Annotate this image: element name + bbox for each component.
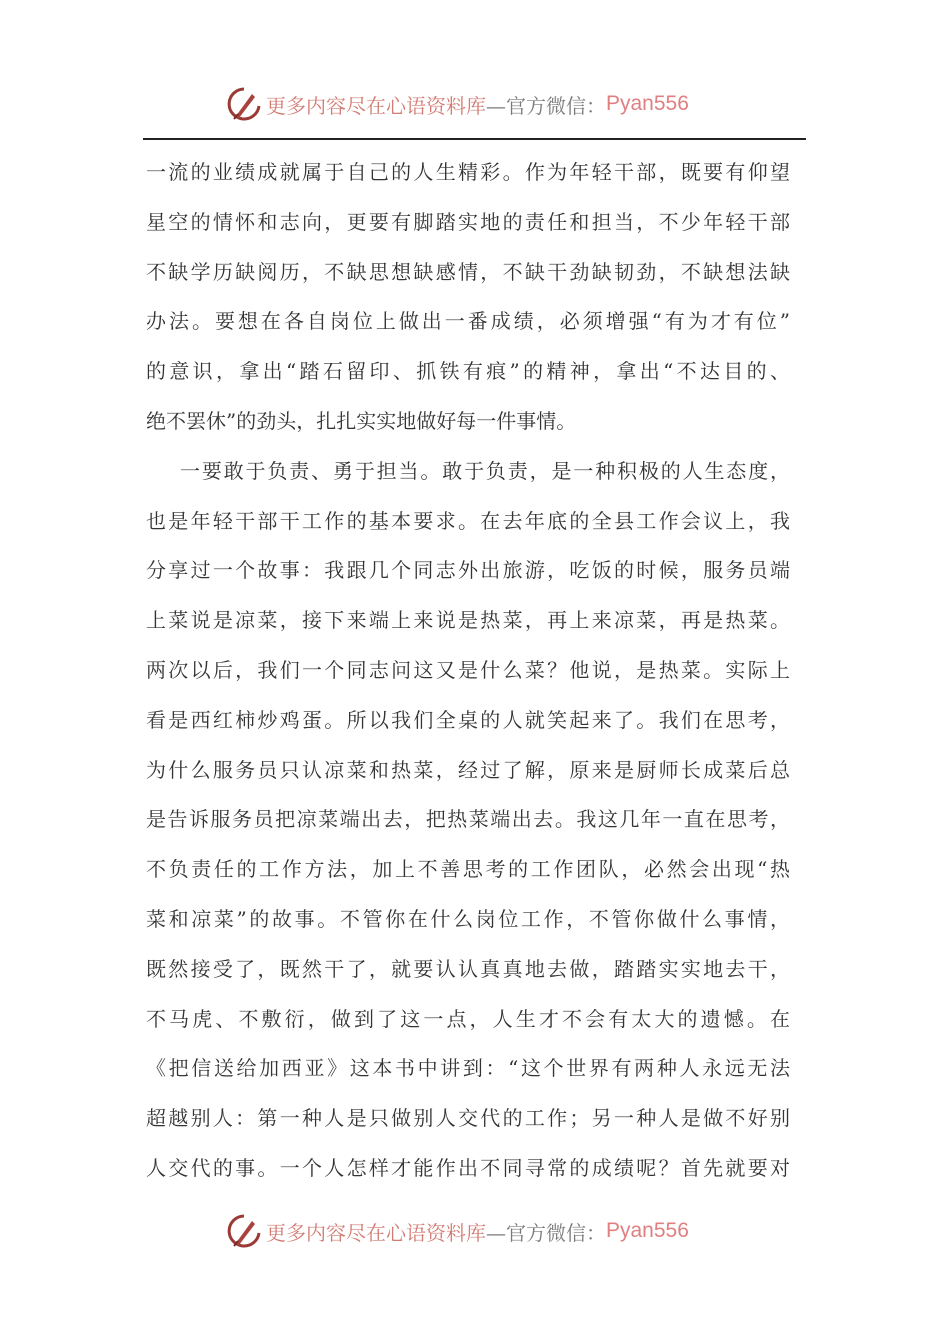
brand-text: 更多内容尽在心语资料库 — [266, 1220, 486, 1245]
brand-text: 更多内容尽在心语资料库 — [266, 93, 486, 118]
document-body — [146, 153, 790, 1199]
text-line: 分享过一个故事：我跟几个同志外出旅游，吃饭的时候，服务员端 — [146, 558, 790, 583]
text-line: 《把信送给加西亚》这本书中讲到：“这个世界有两种人永远无法 — [146, 1056, 790, 1081]
text-line: 的意识，拿出“踏石留印、抓铁有痕”的精神，拿出“不达目的、 — [146, 359, 790, 384]
brand-separator: —官方微信： — [486, 93, 606, 118]
text-line: 两次以后，我们一个同志问这又是什么菜？他说，是热菜。实际上 — [146, 657, 790, 682]
text-line: 上菜说是凉菜，接下来端上来说是热菜，再上来凉菜，再是热菜。 — [146, 608, 790, 633]
text-line: 超越别人：第一种人是只做别人交代的工作；另一种人是做不好别 — [146, 1106, 790, 1131]
text-line: 不缺学历缺阅历，不缺思想缺感情，不缺干劲缺韧劲，不缺想法缺 — [146, 259, 790, 284]
text-line: 星空的情怀和志向，更要有脚踏实地的责任和担当，不少年轻干部 — [146, 209, 790, 234]
text-line: 也是年轻干部干工作的基本要求。在去年底的全县工作会议上，我 — [146, 508, 790, 533]
text-line: 一要敢于负责、勇于担当。敢于负责，是一种积极的人生态度， — [180, 458, 790, 483]
text-line: 办法。要想在各自岗位上做出一番成绩，必须增强“有为才有位” — [146, 309, 790, 334]
header-divider — [143, 138, 806, 140]
quill-logo-icon — [226, 1213, 262, 1249]
brand-separator: —官方微信： — [486, 1220, 606, 1245]
text-line: 看是西红柿炒鸡蛋。所以我们全桌的人就笑起来了。我们在思考， — [146, 707, 790, 732]
quill-logo-icon — [226, 86, 262, 122]
text-line: 人交代的事。一个人怎样才能作出不同寻常的成绩呢？首先就要对 — [146, 1155, 790, 1180]
text-line: 绝不罢休”的劲头，扎扎实实地做好每一件事情。 — [146, 408, 577, 433]
text-line: 是告诉服务员把凉菜端出去，把热菜端出去。我这几年一直在思考， — [146, 807, 790, 832]
footer-banner — [226, 1211, 689, 1251]
text-line: 不马虎、不敷衍，做到了这一点，人生才不会有太大的遗憾。在 — [146, 1006, 790, 1031]
header-banner — [226, 84, 689, 124]
text-line: 一流的业绩成就属于自己的人生精彩。作为年轻干部，既要有仰望 — [146, 160, 790, 184]
text-line: 菜和凉菜”的故事。不管你在什么岗位工作，不管你做什么事情， — [146, 906, 790, 931]
wechat-id: Pyan556 — [606, 1219, 689, 1242]
text-line: 既然接受了，既然干了，就要认认真真地去做，踏踏实实地去干， — [146, 956, 790, 981]
text-line: 为什么服务员只认凉菜和热菜，经过了解，原来是厨师长成菜后总 — [146, 757, 790, 782]
text-line: 不负责任的工作方法，加上不善思考的工作团队，必然会出现“热 — [146, 857, 790, 882]
wechat-id: Pyan556 — [606, 92, 689, 115]
